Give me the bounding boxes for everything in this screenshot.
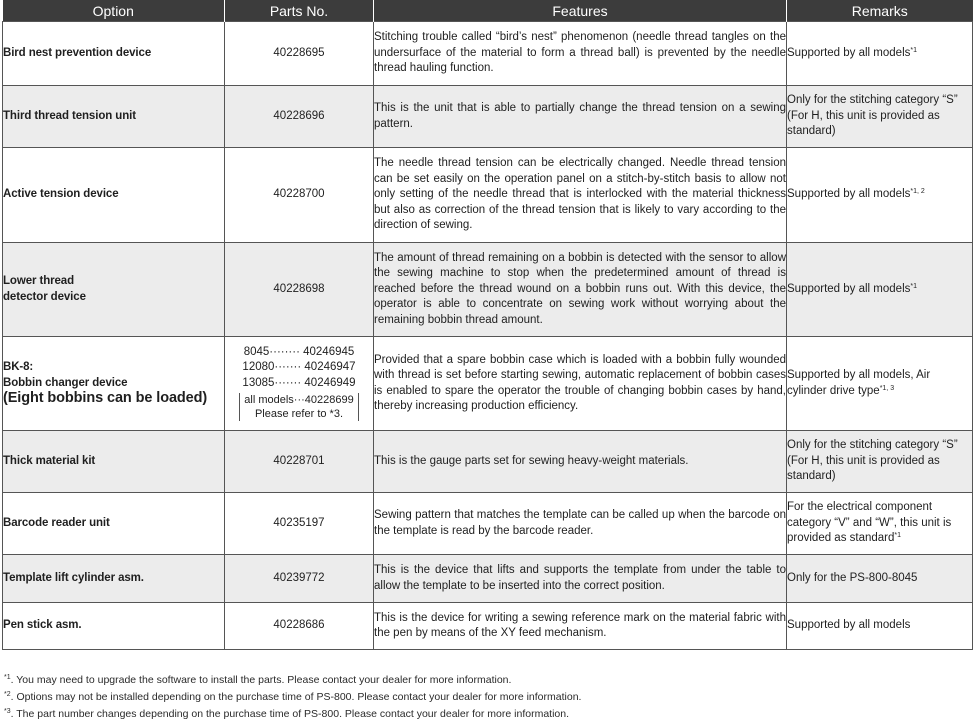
parts-number: 40235197	[225, 493, 374, 555]
remarks-text: For the electrical component category “V” and “W”, this unit is provided as standard$^{*1}$	[787, 493, 973, 555]
footnote: $^{*2}$. Options may not be installed depending on the purchase time of PS-800. Please contact your dealer for more information.	[4, 691, 582, 703]
table-row	[3, 22, 973, 86]
parts-number: 40228686	[225, 603, 374, 650]
option-name: Thick material kit	[3, 431, 225, 493]
table-row	[3, 337, 973, 431]
header-remarks: Remarks	[787, 0, 973, 22]
footnote: $^{*3}$. The part number changes depending on the purchase time of PS-800. Please contact your dealer for more information.	[4, 708, 570, 720]
option-name: Lower thread detector device	[3, 243, 225, 337]
remarks-text: Supported by all models, Air cylinder drive type$^{*1, 3}$	[787, 337, 973, 431]
parts-number: 40228700	[225, 148, 374, 243]
option-name: Template lift cylinder asm.	[3, 555, 225, 603]
table-header-row	[3, 0, 973, 22]
parts-number-list: 8045········ 40246945 12080······· 40246947 13085······· 40246949 all models···40228699 Please refer to *3.	[225, 337, 374, 431]
header-parts-no: Parts No.	[225, 0, 374, 22]
footnote: $^{*1}$. You may need to upgrade the software to install the parts. Please contact your dealer for more information.	[4, 674, 512, 686]
option-name: Third thread tension unit	[3, 86, 225, 148]
table-row	[3, 493, 973, 555]
table-row	[3, 555, 973, 603]
option-name: Barcode reader unit	[3, 493, 225, 555]
features-text: Provided that a spare bobbin case which is loaded with a bobbin fully wounded with thread is set before starting sewing, automatic replacement of bobbin cases is enabled to spare the operator the trouble of changing bobbin cases by hand, thereby increasing production efficiency.	[374, 337, 787, 431]
features-text: This is the device that lifts and supports the template from under the table to allow the template to be inserted into the correct position.	[374, 555, 787, 603]
parts-number: 40228701	[225, 431, 374, 493]
features-text: Sewing pattern that matches the template can be called up when the barcode on the template is read by the barcode reader.	[374, 493, 787, 555]
option-name: Pen stick asm.	[3, 603, 225, 650]
footnote-ref: *1, 2	[910, 188, 925, 196]
remarks-text: Supported by all models	[787, 603, 973, 650]
features-text: Stitching trouble called “bird’s nest” phenomenon (needle thread tangles on the undersurface of the material to form a thread ball) is prevented by the needle thread hauling function.	[374, 22, 787, 86]
option-name: BK-8: Bobbin changer device (Eight bobbins can be loaded)	[3, 337, 225, 431]
features-text: The amount of thread remaining on a bobbin is detected with the sensor to allow the sewing machine to stop when the predetermined amount of thread is reached before the thread wound on a bobbin runs out. With this device, the operator is able to concentrate on sewing work without worrying about the remaining bobbin thread amount.	[374, 243, 787, 337]
header-option: Option	[3, 0, 225, 22]
features-text: This is the gauge parts set for sewing heavy-weight materials.	[374, 431, 787, 493]
remarks-text: Only for the stitching category “S” (For H, this unit is provided as standard)	[787, 86, 973, 148]
table-row	[3, 86, 973, 148]
parts-number: 40228696	[225, 86, 374, 148]
footnotes	[4, 672, 972, 723]
header-features: Features	[374, 0, 787, 22]
option-name: Bird nest prevention device	[3, 22, 225, 86]
remarks-text: Supported by all models$^{*1}$	[787, 22, 973, 86]
options-table	[2, 0, 973, 650]
parts-number: 40228698	[225, 243, 374, 337]
footnote-ref: *1	[910, 282, 918, 290]
option-name: Active tension device	[3, 148, 225, 243]
remarks-text: Supported by all models$^{*1}$	[787, 243, 973, 337]
footnote-ref: *1, 3	[879, 384, 895, 392]
table-row	[3, 148, 973, 243]
parts-number: 40239772	[225, 555, 374, 603]
features-text: The needle thread tension can be electrically changed. Needle thread tension can be set easily on the operation panel on a stitch-by-stitch basis to allow not only setting of the needle thread that is interlocked with the material thickness but also as correction of the thread tension that is likely to vary according to the direction of sewing.	[374, 148, 787, 243]
table-row	[3, 243, 973, 337]
remarks-text: Supported by all models$^{*1, 2}$	[787, 148, 973, 243]
footnote-ref: *1	[910, 46, 918, 54]
features-text: This is the unit that is able to partially change the thread tension on a sewing pattern.	[374, 86, 787, 148]
table-row	[3, 603, 973, 650]
parts-note-bracket: all models···40228699 Please refer to *3.	[239, 393, 358, 421]
parts-number: 40228695	[225, 22, 374, 86]
footnote-ref: *1	[894, 532, 902, 540]
features-text: This is the device for writing a sewing reference mark on the material fabric with the pen by means of the XY feed mechanism.	[374, 603, 787, 650]
remarks-text: Only for the PS-800-8045	[787, 555, 973, 603]
remarks-text: Only for the stitching category “S” (For H, this unit is provided as standard)	[787, 431, 973, 493]
table-row	[3, 431, 973, 493]
